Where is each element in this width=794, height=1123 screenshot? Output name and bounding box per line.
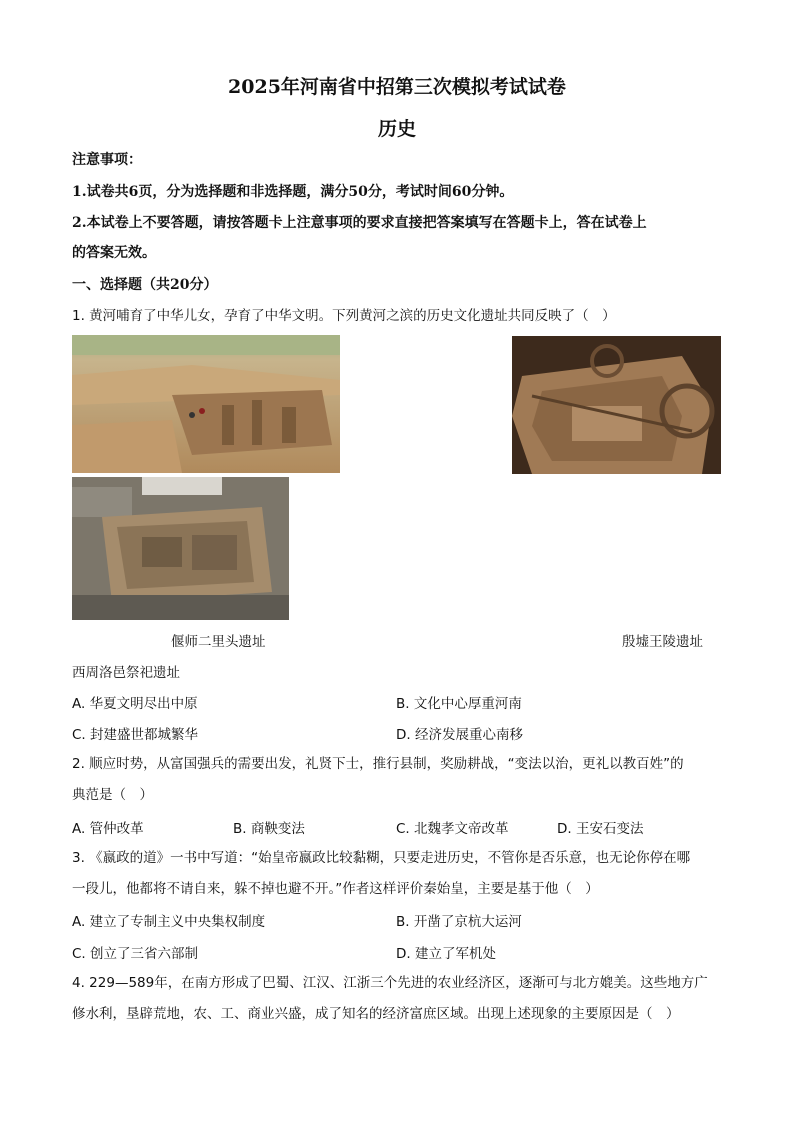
question-1-stem: 1. 黄河哺育了中华儿女，孕育了中华文明。下列黄河之滨的历史文化遗址共同反映了（ ） [72,308,616,324]
notice-item-2-line-1: 2.本试卷上不要答题，请按答题卡上注意事项的要求直接把答案填写在答题卡上，答在试卷上 [72,215,647,231]
q1-option-c: C. 封建盛世都城繁华 [72,727,199,743]
notice-heading: 注意事项： [72,152,142,168]
subject-title: 历史 [377,118,416,140]
erlitou-site-photo [72,335,340,473]
question-4-stem-line-2: 修水利，垦辟荒地，农、工、商业兴盛，成了知名的经济富庶区域。出现上述现象的主要原因是（ ） [72,1006,680,1022]
q1-option-b: B. 文化中心厚重河南 [396,696,522,712]
yinxu-chariot-photo [512,336,721,474]
question-3-stem-line-2: 一段儿，他都将不请自来，躲不掉也避不开。”作者这样评价秦始皇，主要是基于他（ ） [72,881,599,897]
caption-yinxu: 殷墟王陵遗址 [622,634,703,650]
question-4-stem-line-1: 4. 229—589年，在南方形成了巴蜀、江汉、江浙三个先进的农业经济区，逐渐可与北方媲美。这些地方广 [72,975,708,991]
caption-erlitou: 偃师二里头遗址 [171,634,266,650]
q1-option-a: A. 华夏文明尽出中原 [72,696,198,712]
luoyi-site-photo [72,477,289,620]
q2-option-d: D. 王安石变法 [557,821,644,837]
notice-item-1: 1.试卷共6页，分为选择题和非选择题，满分50分，考试时间60分钟。 [72,184,514,200]
question-2-stem-line-1: 2. 顺应时势，从富国强兵的需要出发，礼贤下士，推行县制，奖励耕战，“变法以治，更礼以教百姓”的 [72,756,684,772]
q2-option-b: B. 商鞅变法 [233,821,305,837]
q3-option-c: C. 创立了三省六部制 [72,946,199,962]
q2-option-c: C. 北魏孝文帝改革 [396,821,509,837]
exam-title: 2025年河南省中招第三次模拟考试试卷 [228,76,566,98]
question-2-stem-line-2: 典范是（ ） [72,787,153,803]
q3-option-b: B. 开凿了京杭大运河 [396,914,522,930]
q3-option-a: A. 建立了专制主义中央集权制度 [72,914,266,930]
q2-option-a: A. 管仲改革 [72,821,144,837]
caption-luoyi: 西周洛邑祭祀遗址 [72,665,180,681]
q3-option-d: D. 建立了军机处 [396,946,496,962]
section-1-heading: 一、选择题（共20分） [72,277,218,293]
question-3-stem-line-1: 3. 《嬴政的道》一书中写道：“始皇帝嬴政比较黏糊，只要走进历史，不管你是否乐意，也无论你停在哪 [72,850,691,866]
notice-item-2-line-2: 的答案无效。 [72,245,156,261]
q1-option-d: D. 经济发展重心南移 [396,727,523,743]
